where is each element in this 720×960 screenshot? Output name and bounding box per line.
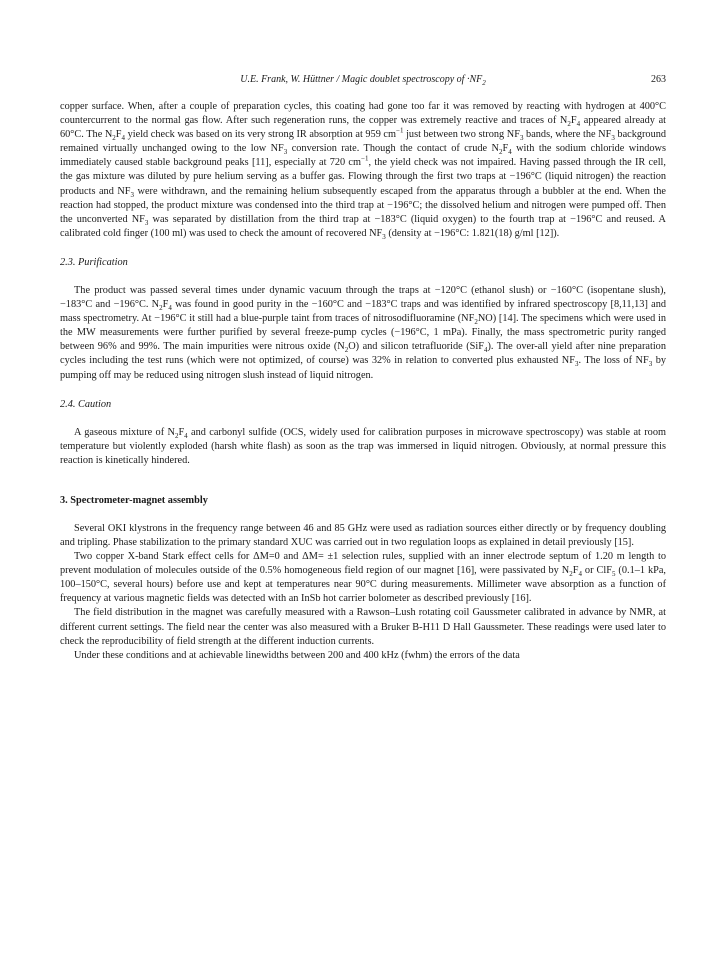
paragraph-klystrons: Several OKI klystrons in the frequency range between 46 and 85 GHz were used as radiation sources either directly or by frequency doubling and tripling. Phase stabilization to the primary standard XUC was carried out in two regulation loops as explained in detail previously [15]. (60, 522, 666, 548)
paragraph-copper-surface: copper surface. When, after a couple of preparation cycles, this coating had gone too far it was removed by reacting with hydrogen at 400°C countercurrent to the normal gas flow. After such regeneration runs, the copper was extremely reactive and traces of $N_2F_4$ appeared already at 60°C. The $N_2F_4$ yield check was based on its very strong IR absorption at 959 $cm^{-1}$ just between two strong $NF_3$ bands, where the $NF_3$ background remained virtually unchanged owing to the low $NF_3$ conversion rate. Though the contact of crude $N_2F_4$ with the sodium chloride windows immediately caused stable background peaks [11], especially at 720 $cm^{-1}$, the yield check was not impaired. Having passed through the IR cell, the gas mixture was diluted by pure helium serving as a buffer gas. Flowing through the first two traps at −196°C (liquid nitrogen) the reaction products and $NF_3$ were withdrawn, and the remaining helium subsequently escaped from the apparatus through a bubbler at the end. When the reaction had stopped, the product mixture was condensed into the third trap at −196°C; the dissolved helium and nitrogen were pumped off. Then the unconverted $NF_3$ was separated by distillation from the third trap at −183°C (liquid oxygen) to the fourth trap at −196°C and reused. A calibrated cold finger (100 ml) was used to check the amount of recovered $NF_3$ (density at −196°C: 1.821(18) g/ml [12]). (60, 101, 667, 241)
paragraph-stark-cells: Two copper X-band Stark effect cells for ΔM=0 and ΔM= ±1 selection rules, supplied with an inner electrode septum of 1.20 m length to prevent modulation of molecules outside of the 0.5% homogeneous field region of our magnet [16], were passivated by $N_2F_4$ or ClF$_5$ (0.1–1 kPa, 100–150°C, several hours) before use and kept at temperatures near 90°C during measurements. Millimeter wave absorption as a function of frequency at various magnetic fields was detected with an InSb hot carrier bolometer as described previously [16]. (60, 551, 667, 605)
page-number: 263 (651, 74, 666, 85)
paragraph-caution: A gaseous mixture of $N_2F_4$ and carbonyl sulfide (OCS, widely used for calibration purposes in microwave spectroscopy) was stable at room temperature but violently exploded (harsh white flash) as soon as the trap was immersed in liquid nitrogen. Obviously, at normal pressure this reaction is kinetically hindered. (60, 426, 666, 466)
heading-purification: 2.3. Purification (60, 256, 128, 268)
heading-spectrometer-magnet: 3. Spectrometer-magnet assembly (60, 494, 208, 506)
page (60, 74, 666, 663)
paragraph-field-distribution: The field distribution in the magnet was carefully measured with a Rawson–Lush rotating coil Gaussmeter calibrated in advance by NMR, at different current settings. The field near the center was also measured with a Bruker B-H11 D Hall Gaussmeter. These readings were used later to check the reproducibility of field strength at the different induction currents. (60, 607, 666, 647)
paragraph-purification: The product was passed several times under dynamic vacuum through the traps at −120°C (ethanol slush) or −160°C (isopentane slush), −183°C and −196°C. $N_2F_4$ was found in good purity in the −160°C and −183°C traps and was identified by infrared spectroscopy [8,11,13] and mass spectrometry. At −196°C it still had a blue-purple taint from traces of nitrosodifluoramine $(NF_2NO)$ [14]. The specimens which were used in the MW measurements were further purified by several freeze-pump cycles (−196°C, 1 mPa). Finally, the mass spectrometric purity ranged between 96% and 99%. The main impurities were nitrous oxide $(N_2O)$ and silicon tetrafluoride (SiF$_4$). The over-all yield after nine preparation cycles including the test runs (which were not optimized, of course) was 32% in relation to converted plus exhausted $NF_3$. The loss of $NF_3$ by pumping off may be reduced using nitrogen slush instead of liquid nitrogen. (60, 284, 667, 381)
running-head (60, 74, 666, 90)
running-title: U.E. Frank, W. Hüttner / Magic doublet spectroscopy of $\cdot NF_2$ (240, 74, 486, 87)
paragraph-linewidths: Under these conditions and at achievable linewidths between 200 and 400 kHz (fwhm) the errors of the data (74, 649, 520, 661)
heading-caution: 2.4. Caution (60, 398, 112, 410)
